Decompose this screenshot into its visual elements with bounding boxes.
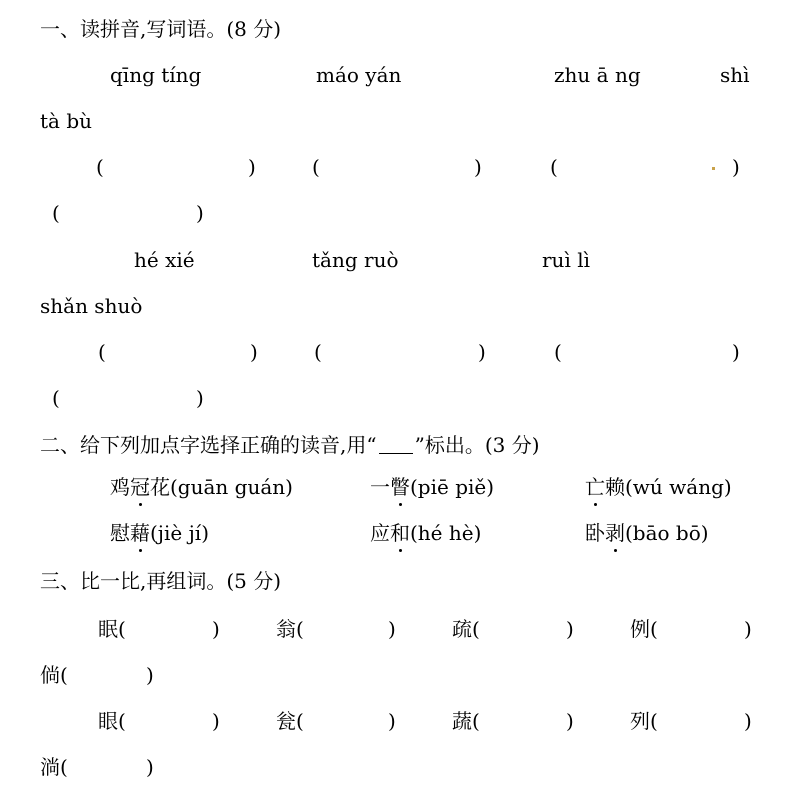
compare-char: 瓮(: [276, 709, 304, 733]
char: 慰: [110, 521, 130, 545]
reading-item: [110, 518, 209, 548]
stray-dot-mark: [712, 167, 715, 170]
char: 鸡: [110, 475, 130, 499]
answer-paren-open: (: [312, 155, 320, 179]
pinyin-shi: shì: [720, 63, 750, 87]
answer-paren-close: ): [248, 155, 256, 179]
pinyin-ta-bu: tà bù: [40, 109, 93, 133]
compare-paren-close: ): [744, 709, 752, 733]
answer-paren-open: (: [52, 386, 60, 410]
compare-paren-close: ): [212, 709, 220, 733]
char: 卧: [585, 521, 605, 545]
pinyin-tang-ruo: tǎng ruò: [312, 248, 399, 272]
section2-title-end: ”标出。(3 分): [414, 433, 540, 457]
compare-paren-close: ): [744, 617, 752, 641]
answer-paren-close: ): [196, 201, 204, 225]
reading-options[interactable]: (hé hè): [410, 521, 482, 545]
char: 应: [370, 521, 390, 545]
compare-paren-close: ): [146, 663, 154, 687]
char: 花: [150, 475, 170, 499]
compare-char: 淌(: [40, 755, 68, 779]
answer-paren-close: ): [478, 340, 486, 364]
dotted-char: 和: [390, 518, 410, 548]
pinyin-mao-yan: máo yán: [316, 63, 402, 87]
compare-char: 倘(: [40, 663, 68, 687]
compare-char: 眼(: [98, 709, 126, 733]
pinyin-he-xie: hé xié: [134, 248, 195, 272]
compare-char: 翁(: [276, 617, 304, 641]
answer-paren-open: (: [96, 155, 104, 179]
compare-paren-close: ): [146, 755, 154, 779]
answer-paren-open: (: [314, 340, 322, 364]
dotted-char: 瞥: [390, 472, 410, 502]
dotted-char: 剥: [605, 518, 625, 548]
reading-options[interactable]: (guān guán): [170, 475, 293, 499]
section2-title: [40, 430, 540, 460]
dotted-char: 藉: [130, 518, 150, 548]
dotted-char: 亡: [585, 472, 605, 502]
char: 一: [370, 475, 390, 499]
answer-paren-close: ): [196, 386, 204, 410]
compare-paren-close: ): [566, 709, 574, 733]
char: 赖: [605, 475, 625, 499]
pinyin-qing-ting: qīng tíng: [110, 63, 202, 87]
compare-char: 列(: [630, 709, 658, 733]
reading-item: [370, 518, 481, 548]
reading-item: [370, 472, 494, 502]
pinyin-rui-li: ruì lì: [542, 248, 590, 272]
answer-paren-open: (: [554, 340, 562, 364]
underline-blank: [379, 433, 413, 454]
pinyin-shan-shuo: shǎn shuò: [40, 294, 143, 318]
section1-title: 一、读拼音,写词语。(8 分): [40, 17, 282, 41]
reading-options[interactable]: (piē piě): [410, 475, 495, 499]
compare-char: 蔬(: [452, 709, 480, 733]
answer-paren-open: (: [52, 201, 60, 225]
compare-paren-close: ): [566, 617, 574, 641]
compare-paren-close: ): [388, 709, 396, 733]
reading-options[interactable]: (wú wáng): [625, 475, 732, 499]
reading-item: [585, 472, 732, 502]
answer-paren-close: ): [250, 340, 258, 364]
compare-char: 疏(: [452, 617, 480, 641]
compare-paren-close: ): [212, 617, 220, 641]
answer-paren-close: ): [474, 155, 482, 179]
compare-char: 例(: [630, 617, 658, 641]
dotted-char: 冠: [130, 472, 150, 502]
answer-paren-close: ): [732, 155, 740, 179]
section3-title: 三、比一比,再组词。(5 分): [40, 569, 282, 593]
pinyin-zhuang: zhu ā ng: [554, 63, 641, 87]
answer-paren-close: ): [732, 340, 740, 364]
reading-options[interactable]: (jiè jí): [150, 521, 209, 545]
compare-paren-close: ): [388, 617, 396, 641]
section2-title-start: 二、给下列加点字选择正确的读音,用“: [40, 433, 377, 457]
reading-item: [585, 518, 709, 548]
answer-paren-open: (: [550, 155, 558, 179]
reading-item: [110, 472, 293, 502]
answer-paren-open: (: [98, 340, 106, 364]
compare-char: 眠(: [98, 617, 126, 641]
reading-options[interactable]: (bāo bō): [625, 521, 709, 545]
